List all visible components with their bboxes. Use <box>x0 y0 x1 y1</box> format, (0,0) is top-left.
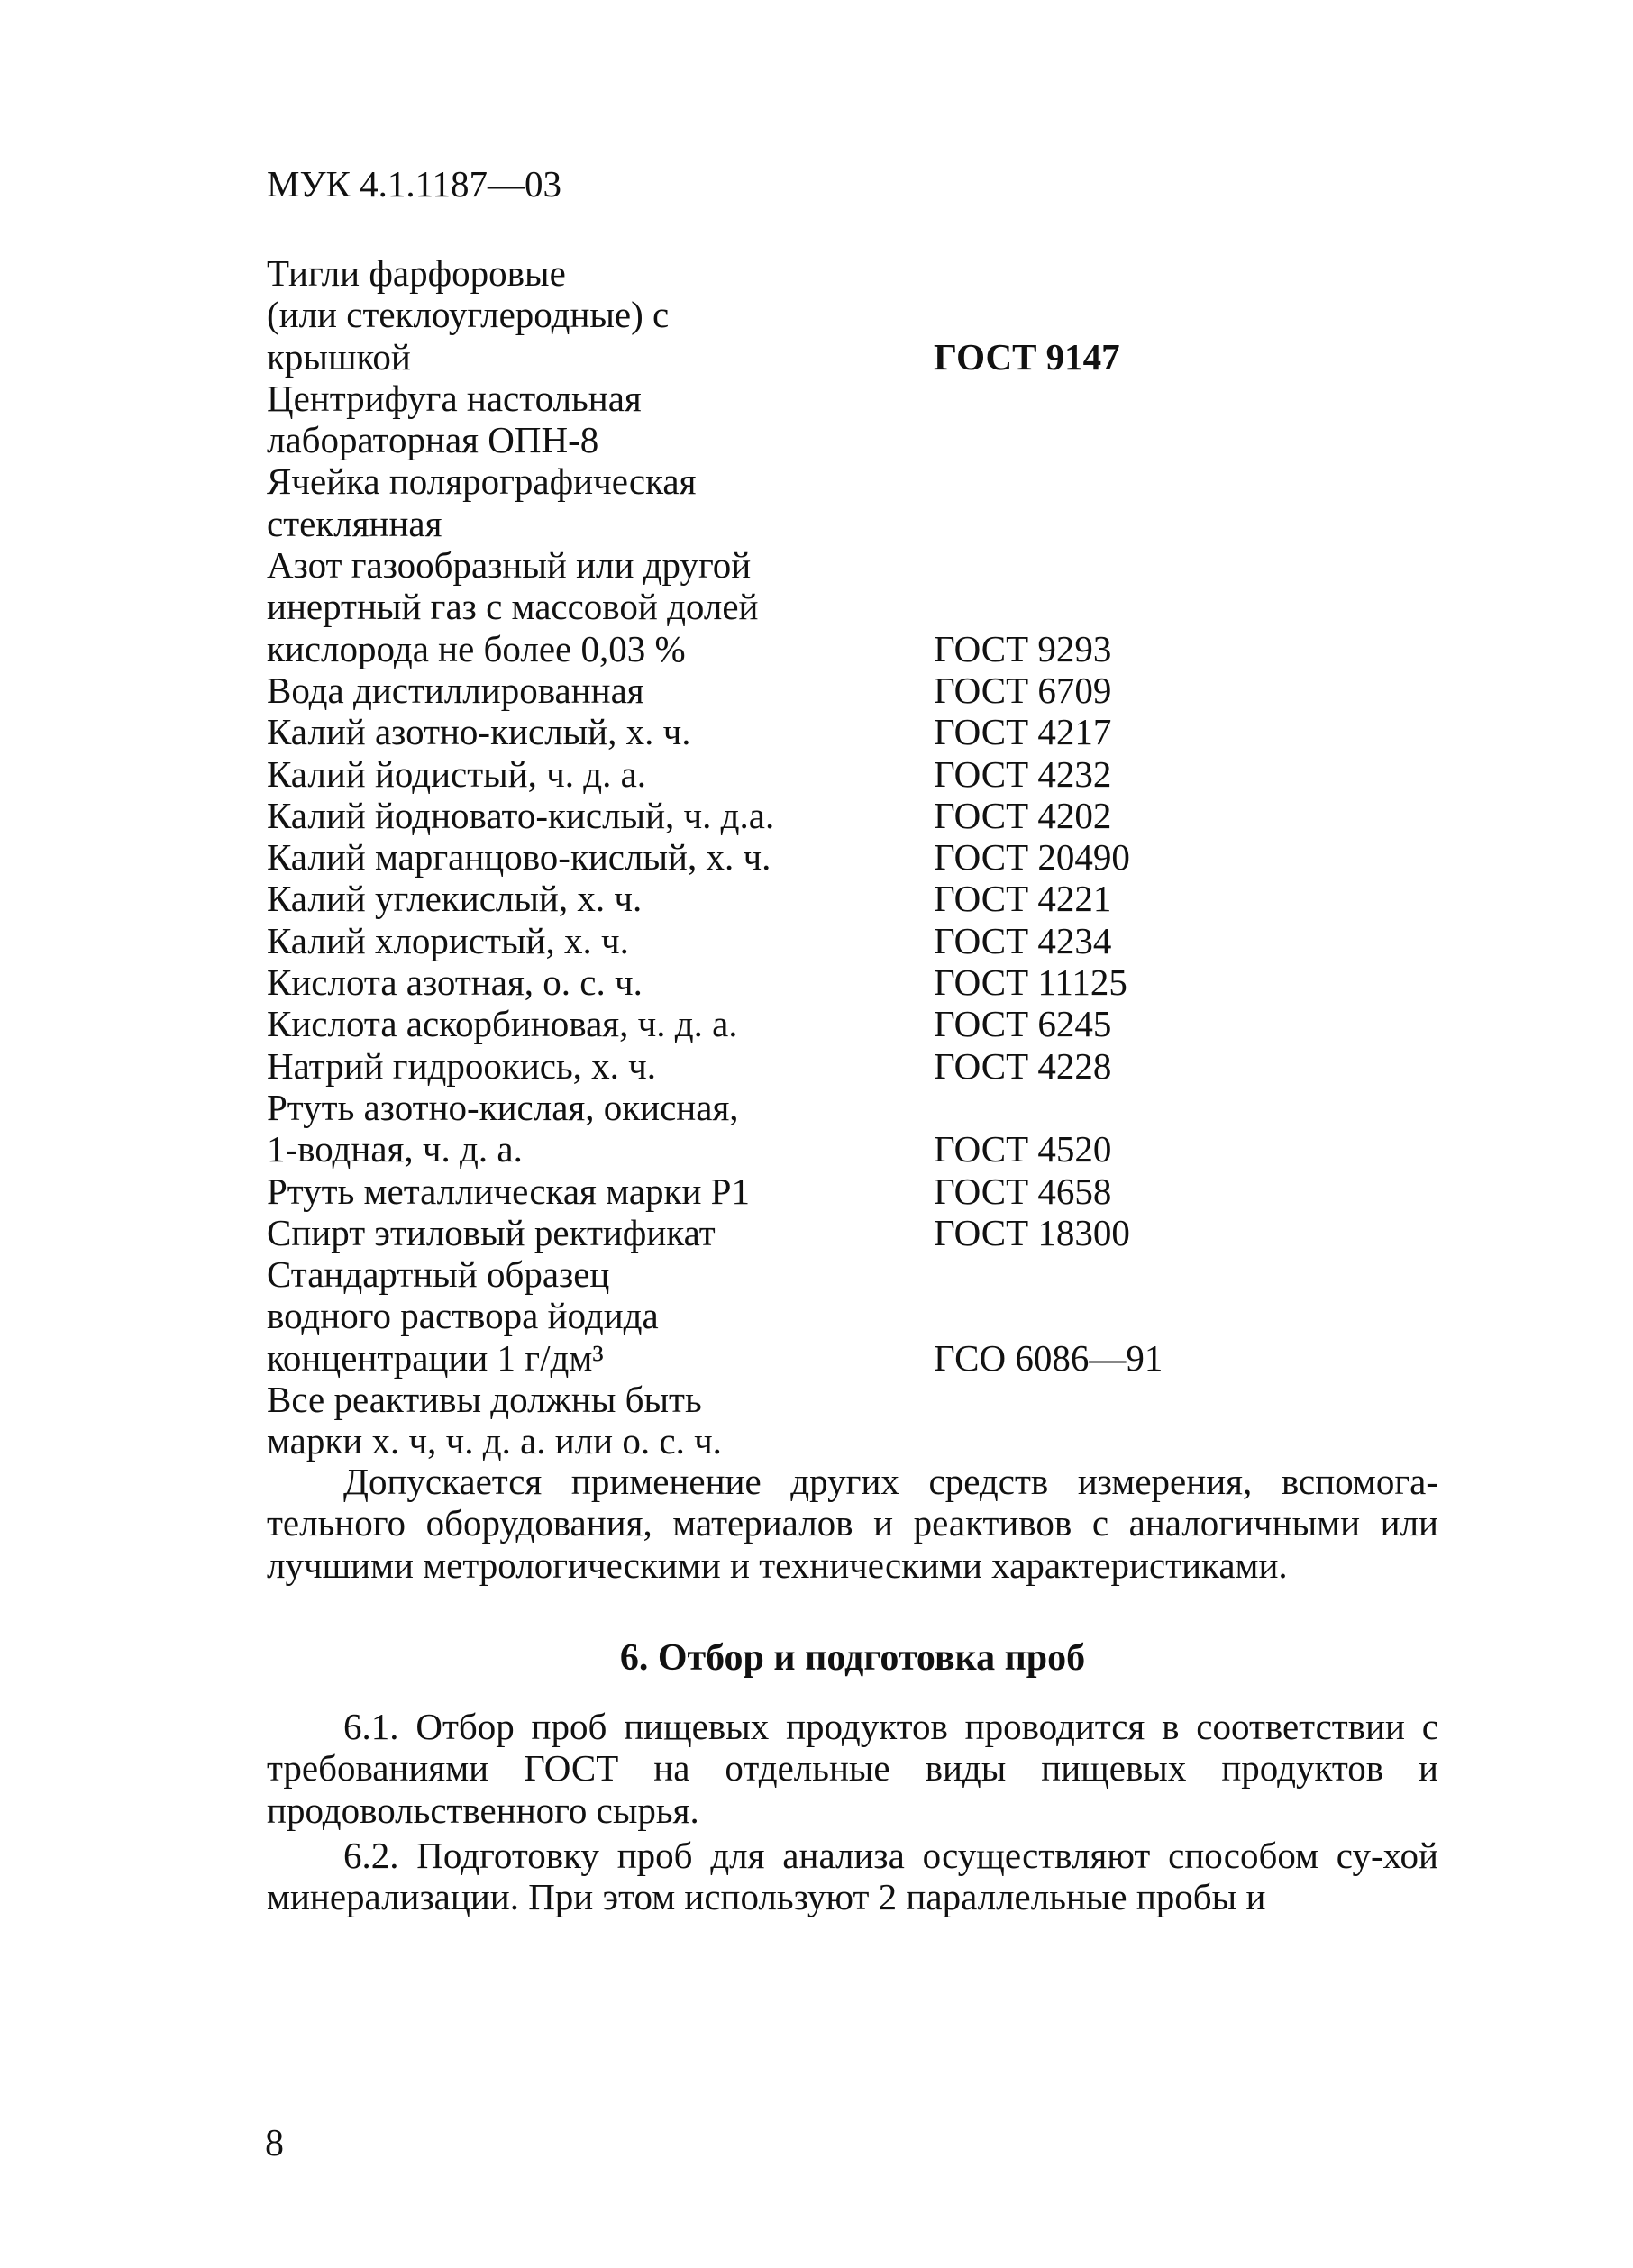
reagent-standard: ГОСТ 4217 <box>934 711 1112 753</box>
reagent-name: Калий марганцово-кислый, х. ч. <box>267 836 771 879</box>
reagent-name: Спирт этиловый ректификат <box>267 1211 716 1253</box>
reagent-name: Калий азотно-кислый, х. ч. <box>267 711 691 753</box>
reagent-name: Ртуть металлическая марки Р1 <box>267 1170 750 1212</box>
reagent-row <box>267 1253 1438 1379</box>
document-code-header: МУК 4.1.1187—03 <box>267 163 562 205</box>
reagent-row <box>267 1003 1438 1044</box>
reagent-name: Калий хлористый, х. ч. <box>267 919 629 961</box>
section-title: 6. Отбор и подготовка проб <box>619 1637 1086 1679</box>
reagent-name: Ртуть азотно-кислая, окисная, 1-водная, ч. д. а. <box>267 1086 739 1170</box>
reagent-name: Калий углекислый, х. ч. <box>267 878 643 920</box>
reagent-row <box>267 1170 1438 1212</box>
reagent-row <box>267 1379 1438 1462</box>
reagent-name: Стандартный образец водного раствора йодида концентрации 1 г/дм³ <box>267 1253 659 1379</box>
reagent-standard: ГСО 6086—91 <box>934 1336 1163 1379</box>
reagent-standard: ГОСТ 4234 <box>934 919 1112 961</box>
reagent-row <box>267 544 1438 669</box>
reagent-name: Центрифуга настольная лабораторная ОПН-8 <box>267 377 642 461</box>
reagent-row <box>267 460 1438 544</box>
reagent-name: Все реактивы должны быть марки х. ч, ч. д. а. или о. с. ч. <box>267 1379 722 1462</box>
reagent-standard: ГОСТ 9293 <box>934 627 1112 669</box>
reagent-standard: ГОСТ 20490 <box>934 836 1130 879</box>
reagent-name: Кислота аскорбиновая, ч. д. а. <box>267 1003 738 1045</box>
reagent-name: Калий йодновато-кислый, ч. д.а. <box>267 794 775 836</box>
reagent-row <box>267 920 1438 961</box>
reagent-row <box>267 836 1438 878</box>
reagent-name: Калий йодистый, ч. д. а. <box>267 752 647 795</box>
reagent-standard: ГОСТ 18300 <box>934 1211 1130 1253</box>
reagent-standard: ГОСТ 4202 <box>934 794 1112 836</box>
reagent-row <box>267 669 1438 711</box>
reagent-row <box>267 961 1438 1003</box>
reagent-row <box>267 1087 1438 1170</box>
reagent-row <box>267 795 1438 836</box>
reagent-standard: ГОСТ 4228 <box>934 1044 1112 1087</box>
reagent-row <box>267 1045 1438 1087</box>
paragraph-6-1: 6.1. Отбор проб пищевых продуктов проводится в соответствии с требованиями ГОСТ на отдельные виды пищевых продуктов и продовольственного сырья. <box>267 1706 1438 1831</box>
reagent-row <box>267 878 1438 919</box>
reagent-row <box>267 753 1438 795</box>
reagent-standard: ГОСТ 11125 <box>934 961 1127 1004</box>
page-number: 8 <box>265 2123 284 2164</box>
allowance-paragraph: Допускается применение других средств измерения, вспомога-тельного оборудования, материалов и реактивов с аналогичными или лучшими метрологическими и техническими характеристиками. <box>267 1461 1438 1586</box>
reagents-list <box>267 252 1438 1462</box>
paragraph-6-2: 6.2. Подготовку проб для анализа осуществляют способом су-хой минерализации. При этом используют 2 параллельные пробы и <box>267 1835 1438 1918</box>
reagent-name: Кислота азотная, о. с. ч. <box>267 961 643 1004</box>
reagent-standard: ГОСТ 4232 <box>934 752 1112 795</box>
reagent-row <box>267 711 1438 752</box>
reagent-standard: ГОСТ 4658 <box>934 1170 1112 1212</box>
reagent-standard: ГОСТ 9147 <box>934 335 1120 378</box>
reagent-standard: ГОСТ 6245 <box>934 1003 1112 1045</box>
reagent-standard: ГОСТ 4520 <box>934 1128 1112 1170</box>
reagent-row <box>267 1212 1438 1253</box>
reagent-name: Азот газообразный или другой инертный газ с массовой долей кислорода не более 0,03 % <box>267 544 759 669</box>
reagent-row <box>267 378 1438 461</box>
reagent-standard: ГОСТ 4221 <box>934 878 1112 920</box>
reagent-name: Вода дистиллированная <box>267 669 644 711</box>
reagent-standard: ГОСТ 6709 <box>934 669 1112 711</box>
reagent-name: Ячейка полярографическая стеклянная <box>267 460 697 544</box>
reagent-row <box>267 252 1438 378</box>
reagent-name: Натрий гидроокись, х. ч. <box>267 1044 657 1087</box>
reagent-name: Тигли фарфоровые (или стеклоуглеродные) с крышкой <box>267 252 670 378</box>
